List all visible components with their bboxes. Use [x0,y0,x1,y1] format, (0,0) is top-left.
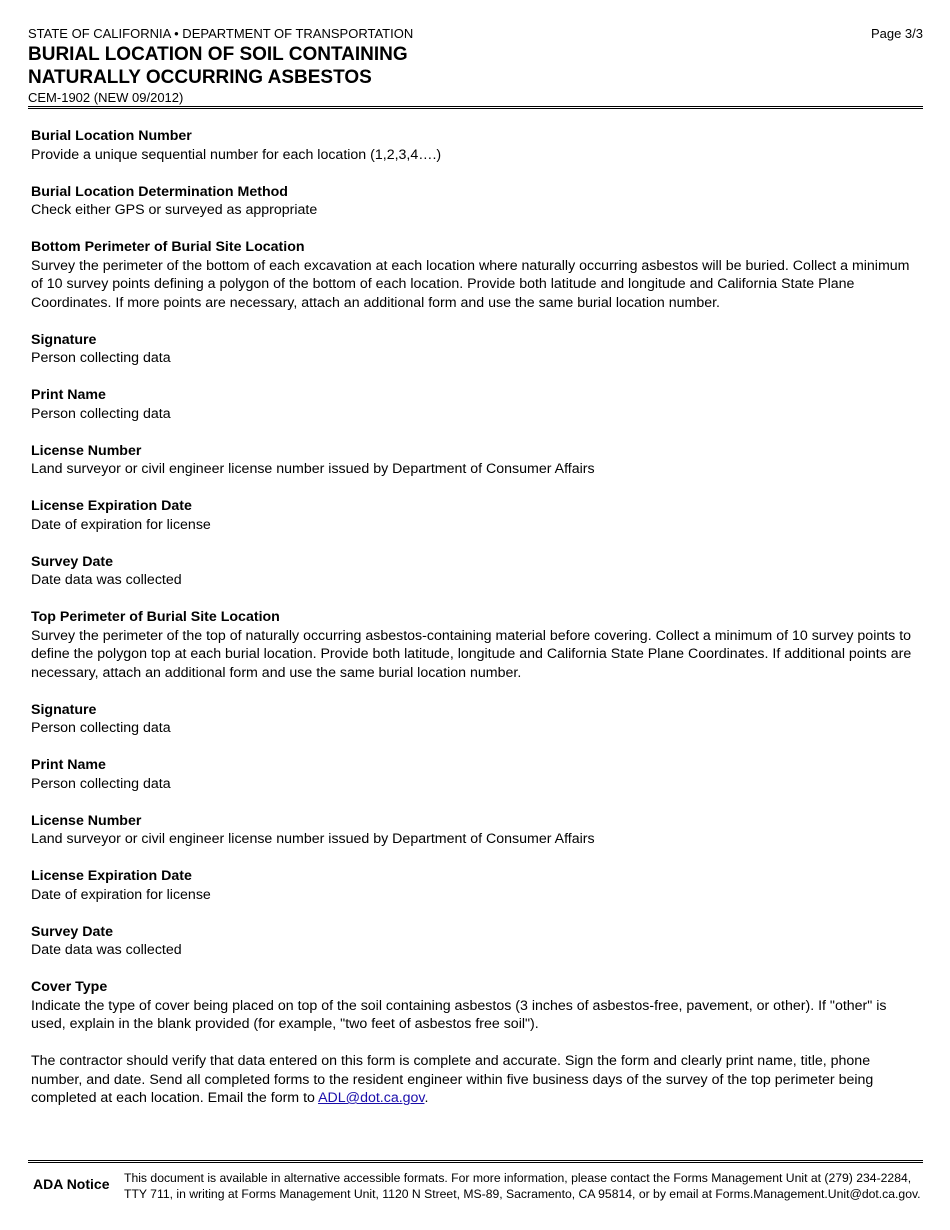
closing-period: . [424,1090,429,1106]
section-text: Check either GPS or surveyed as appropriate [31,202,318,218]
section-text: Date of expiration for license [31,886,211,903]
form-title-line-2: NATURALLY OCCURRING ASBESTOS [28,67,372,88]
section-heading: Print Name [31,757,106,773]
section-heading: Print Name [31,387,106,403]
section-heading: Signature [31,331,97,348]
form-title-line-1: BURIAL LOCATION OF SOIL CONTAINING [28,44,408,65]
section-text: Date data was collected [31,942,182,958]
instructions-body [31,127,916,1108]
section-heading: License Expiration Date [31,868,192,884]
section-heading: Bottom Perimeter of Burial Site Location [31,239,305,255]
footer-divider [28,1160,923,1163]
section-heading: License Expiration Date [31,498,192,514]
section-heading: Cover Type [31,979,108,995]
section-license-expiration-2 [31,867,916,904]
section-heading: Top Perimeter of Burial Site Location [31,609,280,625]
section-heading: Burial Location Number [31,128,192,144]
header-divider [28,106,923,109]
section-top-perimeter [31,608,916,682]
section-survey-date [31,553,916,590]
agency-name: STATE OF CALIFORNIA • DEPARTMENT OF TRANSPORTATION [28,26,414,41]
section-heading: Survey Date [31,923,114,940]
section-heading: Survey Date [31,553,114,570]
form-number: CEM-1902 (NEW 09/2012) [28,90,184,105]
section-text: Person collecting data [31,775,171,792]
section-text: Survey the perimeter of the top of naturally occurring asbestos-containing material before covering. Collect a minimum of 10 survey points to define the polygon top at each burial location. Provide both latitude, longitude and California State Plane Coordinates. If additional points are necessary, attach an additional form and use the same burial location number. [31,627,912,681]
section-text: Indicate the type of cover being placed on top of the soil containing asbestos (3 inches of asbestos-free, pavement, or other). If "other" is used, explain in the blank provided (for example, "two feet of asbestos free soil"). [31,997,887,1032]
section-text: Survey the perimeter of the bottom of each excavation at each location where naturally occurring asbestos will be buried. Collect a minimum of 10 survey points defining a polygon of the bottom of each location. Provide both latitude and longitude and California State Plane Coordinates. If more points are necessary, attach an additional form and use the same burial location number. [31,257,910,311]
section-text: Date of expiration for license [31,516,211,533]
section-print-name [31,386,916,423]
closing-paragraph [31,1052,916,1108]
section-determination-method [31,183,916,220]
section-burial-location-number [31,127,916,164]
email-link[interactable]: ADL@dot.ca.gov [318,1090,425,1106]
form-title [28,43,923,89]
ada-notice-text: This document is available in alternative accessible formats. For more information, please contact the Forms Management Unit at (279) 234-2284, TTY 711, in writing at Forms Management Unit, 1120 N Street, MS-89, Sacramento, CA 95814, or by email at Forms.Management.Unit@dot.ca.gov. [124,1171,921,1201]
page-number: Page 3/3 [870,26,923,41]
section-survey-date-2 [31,923,916,960]
section-heading: License Number [31,442,142,459]
section-text: Land surveyor or civil engineer license number issued by Department of Consumer Affairs [31,461,595,477]
section-heading: License Number [31,812,142,829]
section-signature [31,331,916,368]
section-text: Provide a unique sequential number for each location (1,2,3,4….) [31,146,442,163]
section-text: Person collecting data [31,405,171,422]
form-header [28,26,923,106]
section-heading: Signature [31,701,97,718]
section-text: Land surveyor or civil engineer license number issued by Department of Consumer Affairs [31,831,595,847]
section-text: Person collecting data [31,720,171,736]
section-bottom-perimeter [31,238,916,312]
section-license-number [31,442,916,479]
section-signature-2 [31,701,916,738]
section-license-number-2 [31,812,916,849]
section-license-expiration [31,497,916,534]
section-cover-type [31,978,916,1034]
section-heading: Burial Location Determination Method [31,183,288,200]
section-text: Person collecting data [31,350,171,366]
section-text: Date data was collected [31,572,182,588]
closing-text: The contractor should verify that data entered on this form is complete and accurate. Sign the form and clearly print name, title, phone number, and date. Send all completed forms to the resident engineer within five business days of the survey of the top perimeter being completed at each location. Email the form to [31,1053,874,1106]
ada-notice-label: ADA Notice [33,1176,110,1192]
section-print-name-2 [31,756,916,793]
